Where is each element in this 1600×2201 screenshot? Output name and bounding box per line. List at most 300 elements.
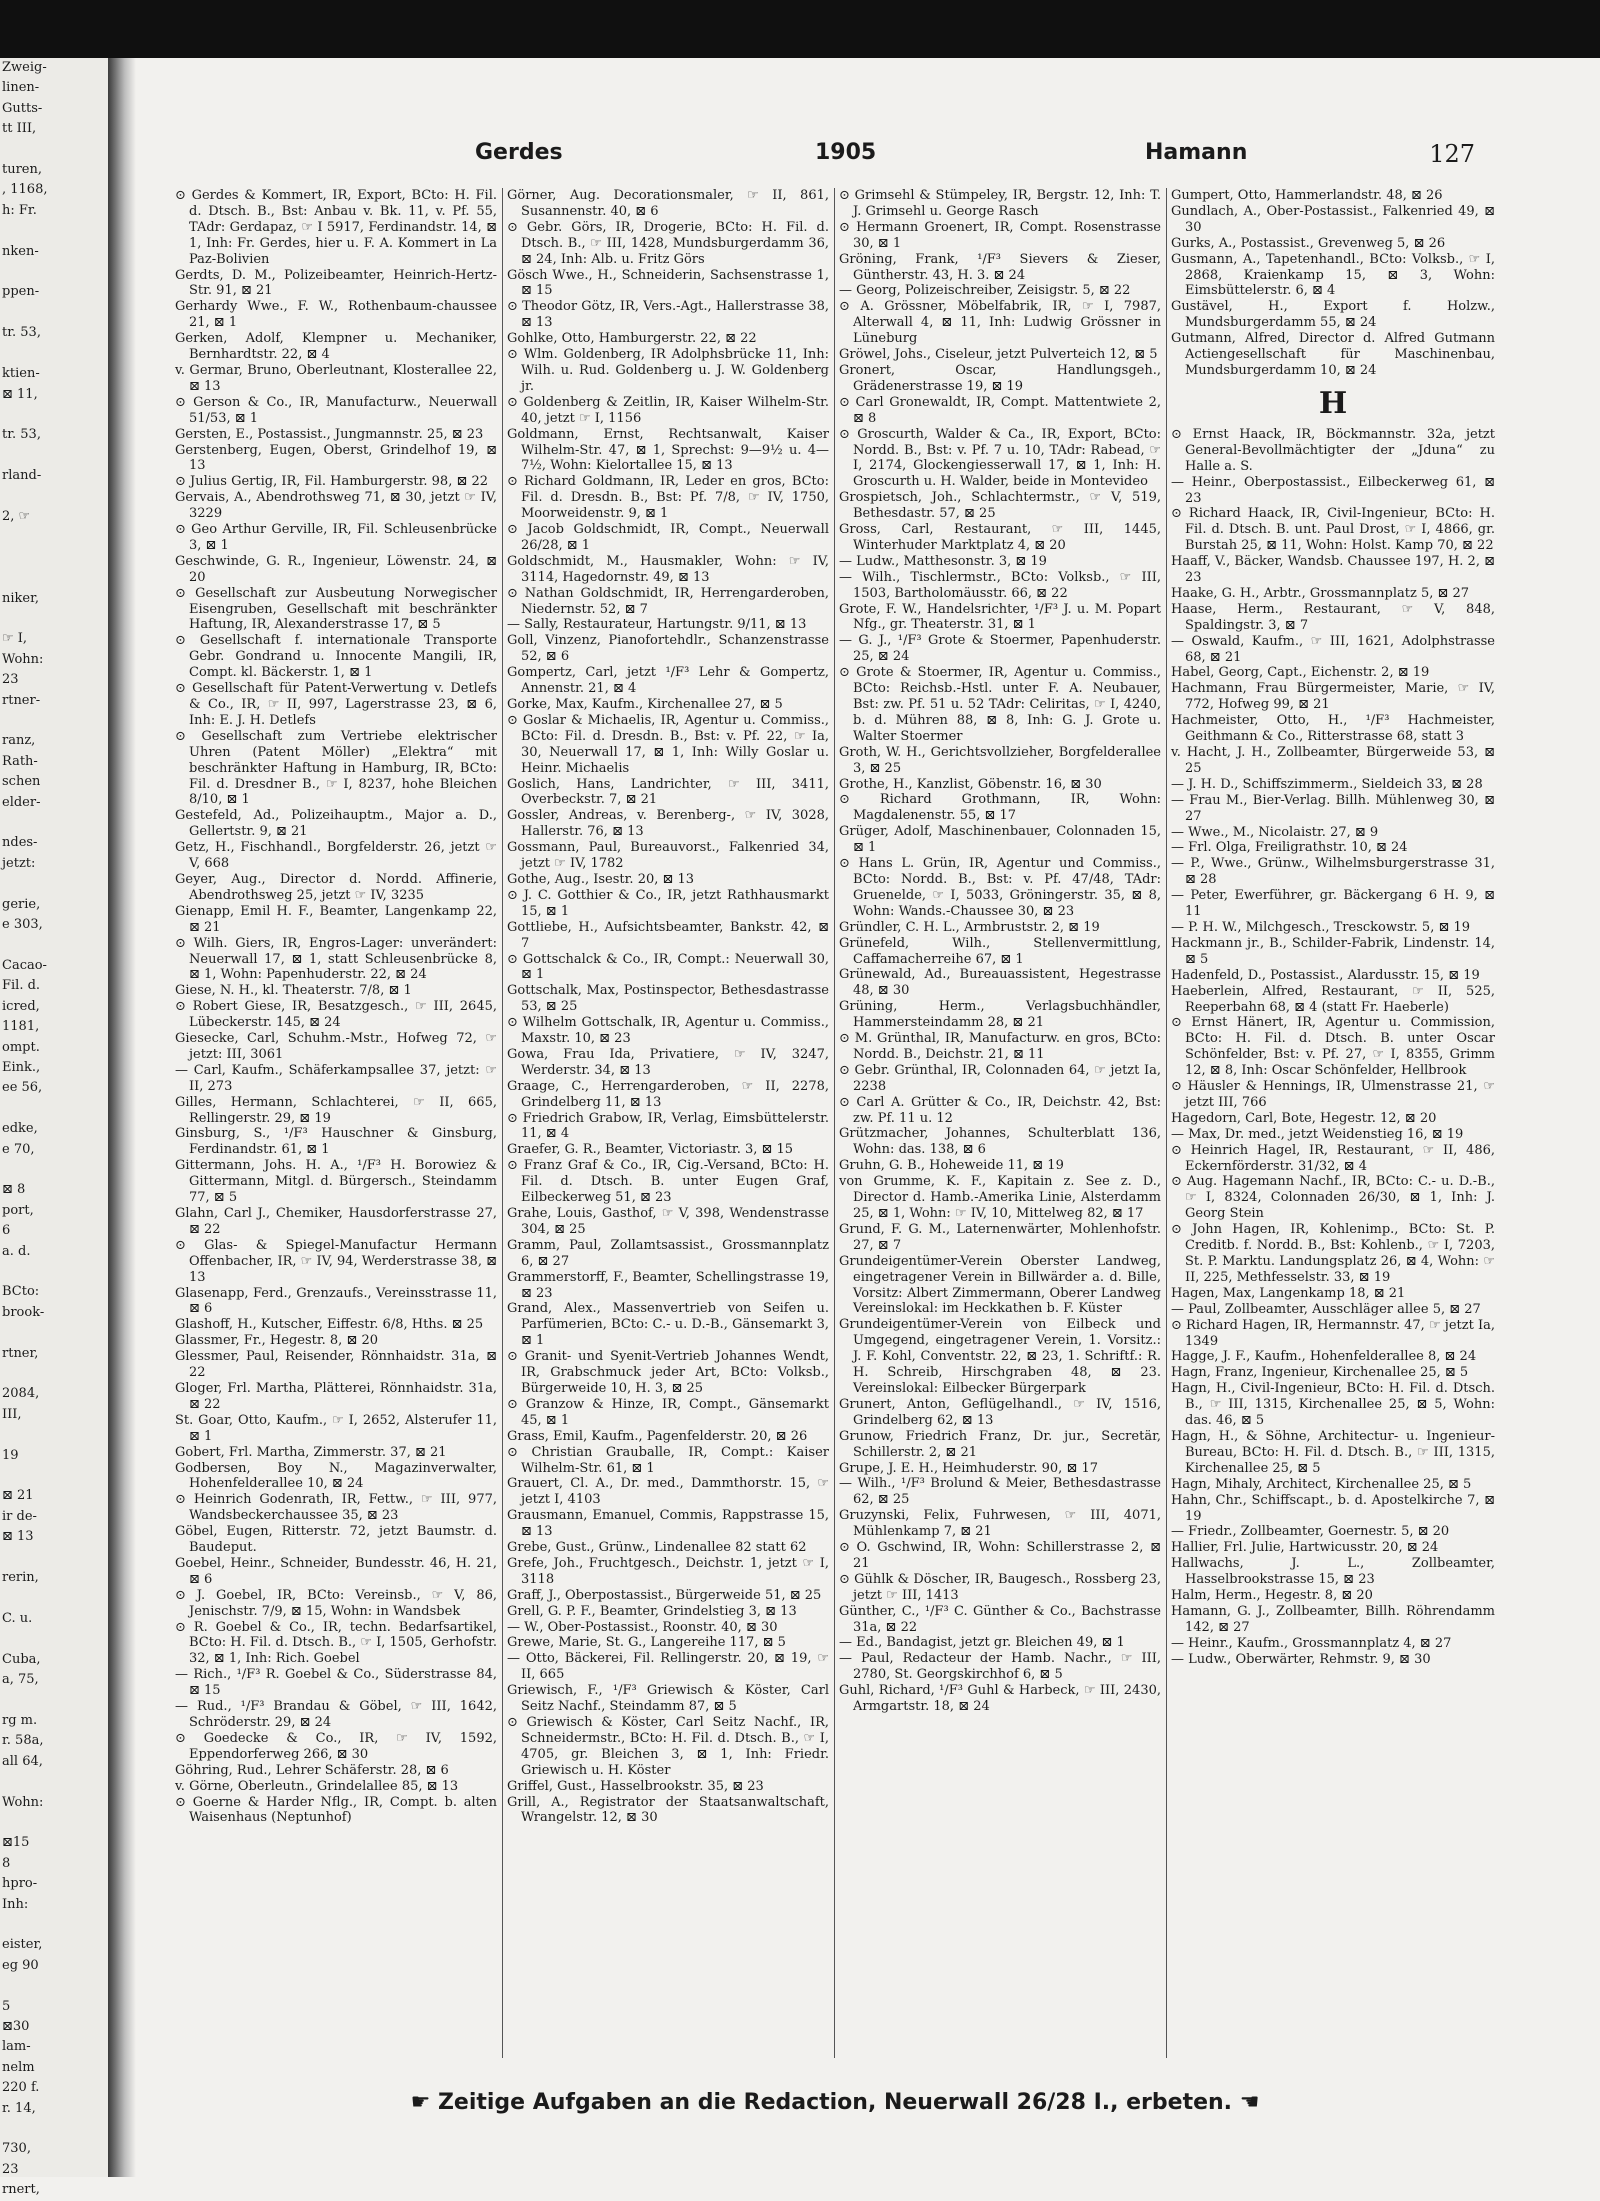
directory-entry: Grünefeld, Wilh., Stellenvermittlung, Caffamacherreihe 67, ⊠ 1	[839, 935, 1161, 967]
margin-fragment: Rath-	[2, 753, 38, 769]
directory-entry: St. Goar, Otto, Kaufm., ☞ I, 2652, Alsterufer 11, ⊠ 1	[175, 1412, 497, 1444]
directory-entry: Hackmann jr., B., Schilder-Fabrik, Lindenstr. 14, ⊠ 5	[1171, 935, 1495, 967]
directory-entry: Hamann, G. J., Zollbeamter, Billh. Röhrendamm 142, ⊠ 27	[1171, 1603, 1495, 1635]
margin-fragment: Fil. d.	[2, 978, 41, 994]
margin-fragment: ⊠ 8	[2, 1182, 26, 1198]
column-divider	[834, 188, 835, 2058]
margin-fragment: gerie,	[2, 896, 41, 912]
directory-entry: v. Germar, Bruno, Oberleutnant, Klosterallee 22, ⊠ 13	[175, 362, 497, 394]
directory-entry: — Oswald, Kaufm., ☞ III, 1621, Adolphstrasse 68, ⊠ 21	[1171, 633, 1495, 665]
margin-fragment: Gutts-	[2, 100, 43, 116]
directory-entry: Gittermann, Johs. H. A., ¹/F³ H. Borowiez & Gittermann, Mitgl. d. Bürgersch., Steindamm 77, ⊠ 5	[175, 1158, 497, 1206]
directory-entry: Graefer, G. R., Beamter, Victoriastr. 3, ⊠ 15	[507, 1142, 794, 1158]
margin-fragment: 1181,	[2, 1019, 40, 1035]
margin-fragment: rg m.	[2, 1712, 38, 1728]
margin-fragment: niker,	[2, 590, 40, 606]
directory-entry: — Paul, Redacteur der Hamb. Nachr., ☞ III, 2780, St. Georgskirchhof 6, ⊠ 5	[839, 1651, 1161, 1683]
directory-entry: Gobert, Frl. Martha, Zimmerstr. 37, ⊠ 21	[175, 1444, 447, 1460]
margin-fragment	[0, 1548, 110, 1568]
directory-entry: Getz, H., Fischhandl., Borgfelderstr. 26, jetzt ☞ V, 668	[175, 840, 497, 872]
margin-fragment	[0, 446, 110, 466]
margin-fragment	[0, 527, 110, 547]
directory-entry: Gottliebe, H., Aufsichtsbeamter, Bankstr. 42, ⊠ 7	[507, 919, 829, 951]
directory-entry: Hadenfeld, D., Postassist., Alardusstr. 15, ⊠ 19	[1171, 967, 1480, 983]
directory-entry: Grote, F. W., Handelsrichter, ¹/F³ J. u. M. Popart Nfg., gr. Theaterstr. 31, ⊠ 1	[839, 601, 1161, 633]
margin-fragment: 5	[2, 1998, 11, 2014]
margin-fragment: ompt.	[2, 1039, 40, 1055]
directory-entry: ⊙ Granzow & Hinze, IR, Compt., Gänsemarkt 45, ⊠ 1	[507, 1396, 829, 1428]
directory-entry: — Rud., ¹/F³ Brandau & Göbel, ☞ III, 1642, Schröderstr. 29, ⊠ 24	[175, 1699, 497, 1730]
directory-entry: ⊙ Gesellschaft f. internationale Transporte Gebr. Gondrand u. Innocente Mangili, IR, Compt. kl. Bäckerstr. 1, ⊠ 1	[175, 633, 497, 681]
directory-entry: Hagge, J. F., Kaufm., Hohenfelderallee 8, ⊠ 24	[1171, 1349, 1477, 1365]
margin-fragment	[0, 1588, 110, 1608]
margin-fragment: III,	[2, 1406, 22, 1422]
margin-fragment	[0, 711, 110, 731]
directory-entry: ⊙ Wilhelm Gottschalk, IR, Agentur u. Commiss., Maxstr. 10, ⊠ 23	[507, 1015, 829, 1047]
directory-entry: Grützmacher, Johannes, Schulterblatt 136, Wohn: das. 138, ⊠ 6	[839, 1126, 1161, 1158]
margin-fragment: Eink.,	[2, 1059, 41, 1075]
directory-entry: — Max, Dr. med., jetzt Weidenstieg 16, ⊠ 19	[1171, 1126, 1464, 1142]
margin-fragment	[0, 1364, 110, 1384]
directory-entry: ⊙ Gerdes & Kommert, IR, Export, BCto: H. Fil. d. Dtsch. B., Bst: Anbau v. Bk. 11, v. Pf. 55, TAdr: Gerdapaz, ☞ I 5917, Ferdinandstr. 14, ⊠ 1, Inh: Fr. Gerdes, hier u. F. A. Kommert in La Paz-Bolivien	[175, 188, 497, 267]
directory-entry: — Paul, Zollbeamter, Ausschläger allee 5, ⊠ 27	[1171, 1301, 1481, 1317]
margin-fragment: 6	[2, 1223, 11, 1239]
directory-entry: Hagn, H., & Söhne, Architectur- u. Ingenieur-Bureau, BCto: H. Fil. d. Dtsch. B., ☞ III, 1315, Kirchenallee 25, ⊠ 5	[1171, 1428, 1495, 1476]
directory-entry: Grupe, J. E. H., Heimhuderstr. 90, ⊠ 17	[839, 1460, 1099, 1476]
margin-fragment: e 303,	[2, 917, 43, 933]
margin-fragment: turen,	[2, 162, 43, 178]
directory-entry: Guhl, Richard, ¹/F³ Guhl & Harbeck, ☞ III, 2430, Armgartstr. 18, ⊠ 24	[839, 1683, 1161, 1715]
directory-entry: ⊙ Gerson & Co., IR, Manufacturw., Neuerwall 51/53, ⊠ 1	[175, 394, 497, 426]
margin-fragment: linen-	[2, 80, 40, 96]
directory-entry: Gottschalk, Max, Postinspector, Bethesdastrasse 53, ⊠ 25	[507, 983, 829, 1015]
directory-entry: ⊙ Häusler & Hennings, IR, Ulmenstrasse 21, ☞ jetzt III, 766	[1171, 1079, 1495, 1110]
directory-entry: ⊙ Wlm. Goldenberg, IR Adolphsbrücke 11, Inh: Wilh. u. Rud. Goldenberg u. J. W. Goldenberg jr.	[507, 347, 829, 394]
directory-entry: Hagn, Franz, Ingenieur, Kirchenallee 25, ⊠ 5	[1171, 1365, 1469, 1381]
directory-entry: Griffel, Gust., Hasselbrookstr. 35, ⊠ 23	[507, 1778, 764, 1794]
directory-entry: v. Hacht, J. H., Zollbeamter, Bürgerweide 53, ⊠ 25	[1171, 745, 1495, 776]
directory-entry: ⊙ Julius Gertig, IR, Fil. Hamburgerstr. 98, ⊠ 22	[175, 474, 489, 490]
margin-fragment: ranz,	[2, 733, 36, 749]
margin-fragment: tr. 53,	[2, 325, 41, 341]
directory-entry: ⊙ Gesellschaft zum Vertriebe elektrischer Uhren (Patent Möller) „Elektra“ mit beschränkter Haftung in Hamburg, IR, BCto: Fil. d. Dresdner B., ☞ I, 8237, hohe Bleichen 8/10, ⊠ 1	[175, 728, 497, 808]
directory-entry: Groth, W. H., Gerichtsvollzieher, Borgfelderallee 3, ⊠ 25	[839, 744, 1161, 776]
directory-entry: ⊙ Goedecke & Co., IR, ☞ IV, 1592, Eppendorferweg 266, ⊠ 30	[175, 1730, 497, 1762]
directory-entry: Grunert, Anton, Geflügelhandl., ☞ IV, 1516, Grindelberg 62, ⊠ 13	[839, 1396, 1161, 1428]
directory-entry: ⊙ Goslar & Michaelis, IR, Agentur u. Commiss., BCto: Fil. d. Dresdn. B., Bst: v. Pf. 22, ☞ Ia, 30, Neuerwall 17, ⊠ 1, Inh: Willy Goslar u. Heinr. Michaelis	[507, 712, 829, 776]
directory-entry: ⊙ J. C. Gotthier & Co., IR, jetzt Rathhausmarkt 15, ⊠ 1	[507, 887, 829, 919]
directory-entry: ⊙ Gühlk & Döscher, IR, Baugesch., Rossberg 23, jetzt ☞ III, 1413	[839, 1571, 1161, 1603]
margin-fragment	[0, 568, 110, 588]
directory-entry: ⊙ Jacob Goldschmidt, IR, Compt., Neuerwall 26/28, ⊠ 1	[507, 522, 829, 553]
directory-page	[175, 140, 1495, 2130]
margin-fragment	[0, 1466, 110, 1486]
directory-entry: Gumpert, Otto, Hammerlandstr. 48, ⊠ 26	[1171, 188, 1443, 203]
directory-entry: — Peter, Ewerführer, gr. Bäckergang 6 H. 9, ⊠ 11	[1171, 888, 1495, 920]
directory-entry: — G. J., ¹/F³ Grote & Stoermer, Papenhuderstr. 25, ⊠ 24	[839, 633, 1161, 665]
directory-entry: ⊙ Gebr. Grünthal, IR, Colonnaden 64, ☞ jetzt Ia, 2238	[839, 1062, 1161, 1094]
directory-entry: Goll, Vinzenz, Pianofortehdlr., Schanzenstrasse 52, ⊠ 6	[507, 633, 829, 665]
margin-fragment	[0, 487, 110, 507]
margin-fragment	[0, 609, 110, 629]
margin-fragment: Wohn:	[2, 651, 44, 667]
page-header	[175, 140, 1495, 180]
directory-entry: Gundlach, A., Ober-Postassist., Falkenried 49, ⊠ 30	[1171, 203, 1495, 235]
directory-entry: Hachmeister, Otto, H., ¹/F³ Hachmeister, Geithmann & Co., Ritterstrasse 68, statt 3	[1171, 713, 1495, 745]
footer-notice: ☛ Zeitige Aufgaben an die Redaction, Neuerwall 26/28 I., erbeten. ☚	[410, 2090, 1260, 2115]
margin-fragment: nken-	[2, 243, 39, 259]
directory-entry: ⊙ Gesellschaft zur Ausbeutung Norwegischer Eisengruben, Gesellschaft mit beschränkter Haftung, IR, Alexanderstrasse 17, ⊠ 5	[175, 585, 497, 633]
margin-fragment: 23	[2, 672, 19, 688]
margin-fragment	[0, 140, 110, 160]
directory-entry: Hagn, Mihaly, Architect, Kirchenallee 25, ⊠ 5	[1171, 1476, 1472, 1492]
margin-fragment	[0, 813, 110, 833]
margin-fragment: eister,	[2, 1937, 43, 1953]
directory-entry: Grahe, Louis, Gasthof, ☞ V, 398, Wendenstrasse 304, ⊠ 25	[507, 1206, 829, 1237]
directory-entry: Glashoff, H., Kutscher, Eiffestr. 6/8, Hths. ⊠ 25	[175, 1317, 484, 1333]
column-1	[175, 188, 497, 2058]
directory-entry: Hahn, Chr., Schiffscapt., b. d. Apostelkirche 7, ⊠ 19	[1171, 1492, 1495, 1524]
directory-entry: Gröwel, Johs., Ciseleur, jetzt Pulverteich 12, ⊠ 5	[839, 347, 1158, 363]
directory-entry: Grill, A., Registrator der Staatsanwaltschaft, Wrangelstr. 12, ⊠ 30	[507, 1794, 829, 1826]
margin-fragment	[0, 874, 110, 894]
header-left-keyword: Gerdes	[475, 140, 563, 165]
directory-entry: Grefe, Joh., Fruchtgesch., Deichstr. 1, jetzt ☞ I, 3118	[507, 1555, 829, 1587]
directory-entry: Göhring, Rud., Lehrer Schäferstr. 28, ⊠ 6	[175, 1762, 449, 1778]
directory-entry: ⊙ Nathan Goldschmidt, IR, Herrengarderoben, Niedernstr. 52, ⊠ 7	[507, 585, 829, 617]
directory-entry: — P. H. W., Milchgesch., Tresckowstr. 5, ⊠ 19	[1171, 919, 1471, 935]
directory-entry: Gösch Wwe., H., Schneiderin, Sachsenstrasse 1, ⊠ 15	[507, 267, 829, 299]
margin-fragment: edke,	[2, 1121, 38, 1137]
directory-entry: — Wilh., ¹/F³ Brolund & Meier, Bethesdastrasse 62, ⊠ 25	[839, 1476, 1161, 1508]
directory-entry: Goslich, Hans, Landrichter, ☞ III, 3411, Overbeckstr. 7, ⊠ 21	[507, 776, 829, 808]
directory-entry: Gruhn, G. B., Hoheweide 11, ⊠ 19	[839, 1158, 1064, 1174]
margin-fragment	[0, 262, 110, 282]
section-letter: H	[1318, 385, 1348, 421]
margin-fragment: Cuba,	[2, 1651, 41, 1667]
margin-fragment: 730,	[2, 2141, 31, 2157]
directory-entry: Gustävel, H., Export f. Holzw., Mundsburgerdamm 55, ⊠ 24	[1171, 299, 1495, 331]
margin-fragment: ir de-	[2, 1508, 37, 1524]
margin-fragment	[0, 405, 110, 425]
margin-fragment	[0, 303, 110, 323]
margin-fragment	[0, 2119, 110, 2139]
directory-entry: ⊙ Christian Grauballe, IR, Compt.: Kaiser Wilhelm-Str. 61, ⊠ 1	[507, 1444, 829, 1476]
directory-entry: Grundeigentümer-Verein Oberster Landweg, eingetragener Verein in Billwärder a. d. Bille, Vorsitz: Albert Zimmermann, Oberer Landweg Vereinslokal: im Heckkathen b. F. Küster	[839, 1253, 1161, 1317]
directory-entry: Gossler, Andreas, v. Berenberg-, ☞ IV, 3028, Hallerstr. 76, ⊠ 13	[507, 808, 829, 840]
directory-entry: Gronert, Oscar, Handlungsgeh., Grädenerstrasse 19, ⊠ 19	[839, 362, 1161, 394]
margin-fragment: e 70,	[2, 1141, 35, 1157]
directory-entry: — Friedr., Zollbeamter, Goernestr. 5, ⊠ 20	[1171, 1524, 1450, 1540]
margin-fragment	[0, 1262, 110, 1282]
directory-entry: Gründler, C. H. L., Armbruststr. 2, ⊠ 19	[839, 919, 1100, 935]
directory-entry: — Otto, Bäckerei, Fil. Rellingerstr. 20, ⊠ 19, ☞ II, 665	[507, 1651, 829, 1683]
directory-entry: Gutmann, Alfred, Director d. Alfred Gutmann Actiengesellschaft für Maschinenbau, Mundsburgerdamm 10, ⊠ 24	[1171, 331, 1495, 378]
margin-fragment: ee 56,	[2, 1080, 43, 1096]
directory-entry: Günther, C., ¹/F³ C. Günther & Co., Bachstrasse 31a, ⊠ 22	[839, 1603, 1161, 1635]
directory-entry: ⊙ Gottschalck & Co., IR, Compt.: Neuerwall 30, ⊠ 1	[507, 951, 829, 983]
margin-fragment: Wohn:	[2, 1794, 44, 1810]
margin-fragment: tt III,	[2, 121, 37, 137]
margin-fragment: rtner,	[2, 1345, 39, 1361]
directory-entry: Habel, Georg, Capt., Eichenstr. 2, ⊠ 19	[1171, 665, 1430, 681]
margin-fragment: a, 75,	[2, 1672, 39, 1688]
margin-fragment: Zweig-	[2, 60, 47, 75]
directory-entry: Hagn, H., Civil-Ingenieur, BCto: H. Fil. d. Dtsch. B., ☞ III, 1315, Kirchenallee 25, ⊠ 5, Wohn: das. 46, ⊠ 5	[1171, 1381, 1495, 1429]
margin-fragment	[0, 221, 110, 241]
directory-entry: Gloger, Frl. Martha, Plätterei, Rönnhaidstr. 31a, ⊠ 22	[175, 1380, 497, 1412]
directory-entry: Haake, G. H., Arbtr., Grossmannplatz 5, ⊠ 27	[1171, 585, 1470, 601]
directory-entry: Gramm, Paul, Zollamtsassist., Grossmannplatz 6, ⊠ 27	[507, 1237, 829, 1269]
directory-entry: ⊙ Richard Goldmann, IR, Leder en gros, BCto: Fil. d. Dresdn. B., Bst: Pf. 7/8, ☞ IV, 1750, Moorweidenstr. 9, ⊠ 1	[507, 474, 829, 522]
margin-fragment: schen	[2, 774, 41, 790]
directory-entry: — Heinr., Kaufm., Grossmannplatz 4, ⊠ 27	[1171, 1635, 1452, 1651]
directory-entry: ⊙ Wilh. Giers, IR, Engros-Lager: unverändert: Neuerwall 17, ⊠ 1, statt Schleusenbrücke 8, ⊠ 1, Wohn: Papenhuderstr. 22, ⊠ 24	[175, 935, 497, 983]
margin-fragment: BCto:	[2, 1284, 40, 1300]
directory-entry: Goebel, Heinr., Schneider, Bundesstr. 46, H. 21, ⊠ 6	[175, 1555, 497, 1587]
directory-entry: ⊙ Hermann Groenert, IR, Compt. Rosenstrasse 30, ⊠ 1	[839, 219, 1161, 251]
book-spine-shadow	[108, 58, 136, 2177]
directory-entry: Gowa, Frau Ida, Privatiere, ☞ IV, 3247, Werderstr. 34, ⊠ 13	[507, 1046, 829, 1078]
directory-entry: Haase, Herm., Restaurant, ☞ V, 848, Spaldingstr. 3, ⊠ 7	[1171, 601, 1495, 633]
directory-entry: — Heinr., Oberpostassist., Eilbeckerweg 61, ⊠ 23	[1171, 474, 1495, 506]
directory-entry: Goldmann, Ernst, Rechtsanwalt, Kaiser Wilhelm-Str. 47, ⊠ 1, Sprechst: 9—9½ u. 4—7½, Wohn: Kielortallee 15, ⊠ 13	[507, 426, 829, 474]
directory-entry: Hachmann, Frau Bürgermeister, Marie, ☞ IV, 772, Hofweg 99, ⊠ 21	[1171, 681, 1495, 713]
directory-entry: — Frau M., Bier-Verlag. Billh. Mühlenweg 30, ⊠ 27	[1171, 792, 1495, 824]
margin-fragment	[0, 1099, 110, 1119]
margin-fragment	[0, 1976, 110, 1996]
directory-entry: Geyer, Aug., Director d. Nordd. Affinerie, Abendrothsweg 25, jetzt ☞ IV, 3235	[175, 871, 497, 903]
margin-fragment: 2, ☞	[2, 508, 31, 524]
margin-fragment: r. 14,	[2, 2100, 36, 2116]
directory-entry: — Frl. Olga, Freiligrathstr. 10, ⊠ 24	[1171, 840, 1408, 856]
margin-fragment: ⊠ 11,	[2, 386, 38, 402]
margin-fragment: port,	[2, 1202, 34, 1218]
directory-entry: Griewisch, F., ¹/F³ Griewisch & Köster, Carl Seitz Nachf., Steindamm 87, ⊠ 5	[507, 1683, 829, 1715]
page-number: 127	[1429, 140, 1475, 168]
margin-fragment	[0, 1425, 110, 1445]
directory-entry: ⊙ Griewisch & Köster, Carl Seitz Nachf., IR, Schneidermstr., BCto: H. Fil. d. Dtsch. B., ☞ I, 4705, gr. Bleichen 3, ⊠ 1, Inh: Friedr. Griewisch u. H. Köster	[507, 1715, 829, 1778]
directory-entry: — Wilh., Tischlermstr., BCto: Volksb., ☞ III, 1503, Bartholomäusstr. 66, ⊠ 22	[839, 569, 1161, 601]
directory-entry: Glassmer, Fr., Hegestr. 8, ⊠ 20	[175, 1333, 379, 1349]
margin-fragment: hpro-	[2, 1876, 38, 1892]
directory-entry: Gersten, E., Postassist., Jungmannstr. 25, ⊠ 23	[175, 426, 484, 442]
directory-entry: Göbel, Eugen, Ritterstr. 72, jetzt Baumstr. d. Baudeput.	[175, 1524, 497, 1556]
directory-entry: Hagen, Max, Langenkamp 18, ⊠ 21	[1171, 1285, 1406, 1301]
directory-entry: Gerken, Adolf, Klempner u. Mechaniker, Bernhardtstr. 22, ⊠ 4	[175, 331, 497, 363]
directory-entry: ⊙ Hans L. Grün, IR, Agentur und Commiss., BCto: Nordd. B., Bst: v. Pf. 47/48, TAdr: Gruenelde, ☞ I, 5033, Gröningerstr. 35, ⊠ 8, Wohn: Wands.-Chaussee 30, ⊠ 23	[839, 856, 1161, 919]
directory-entry: ⊙ M. Grünthal, IR, Manufacturw. en gros, BCto: Nordd. B., Deichstr. 21, ⊠ 11	[839, 1031, 1161, 1062]
directory-entry: ⊙ O. Gschwind, IR, Wohn: Schillerstrasse 2, ⊠ 21	[839, 1540, 1161, 1571]
directory-entry: Grewe, Marie, St. G., Langereihe 117, ⊠ 5	[507, 1635, 786, 1651]
margin-fragment: lam-	[2, 2039, 31, 2055]
directory-entry: Gerdts, D. M., Polizeibeamter, Heinrich-Hertz-Str. 91, ⊠ 21	[175, 267, 497, 299]
directory-entry: Haaff, V., Bäcker, Wandsb. Chaussee 197, H. 2, ⊠ 23	[1171, 554, 1495, 586]
directory-entry: Hallwachs, J. L., Zollbeamter, Hasselbrookstrasse 15, ⊠ 23	[1171, 1556, 1495, 1588]
scan-dark-edge	[0, 0, 1600, 58]
directory-entry: ⊙ Carl Gronewaldt, IR, Compt. Mattentwiete 2, ⊠ 8	[839, 394, 1161, 426]
directory-entry: ⊙ Carl A. Grütter & Co., IR, Deichstr. 42, Bst: zw. Pf. 11 u. 12	[839, 1094, 1161, 1126]
directory-entry: Graff, J., Oberpostassist., Bürgerweide 51, ⊠ 25	[507, 1587, 822, 1603]
directory-entry: ⊙ Ernst Hänert, IR, Agentur u. Commission, BCto: H. Fil. d. Dtsch. B. unter Oscar Schönfelder, Bst: v. Pf. 27, ☞ I, 8355, Grimm 12, ⊠ 8, Inh: Oscar Schönfelder, Hellbrook	[1171, 1015, 1495, 1079]
directory-entry: — Carl, Kaufm., Schäferkampsallee 37, jetzt: ☞ II, 273	[175, 1062, 497, 1094]
directory-entry: Glahn, Carl J., Chemiker, Hausdorferstrasse 27, ⊠ 22	[175, 1206, 497, 1237]
directory-entry: von Grumme, K. F., Kapitain z. See z. D., Director d. Hamb.-Amerika Linie, Alsterdamm 25, ⊠ 1, Wohn: ☞ IV, 10, Mittelweg 82, ⊠ 17	[839, 1174, 1161, 1221]
directory-entry: Gerstenberg, Eugen, Oberst, Grindelhof 19, ⊠ 13	[175, 442, 497, 474]
margin-fragment: r. 58a,	[2, 1733, 44, 1749]
margin-fragment: ⊠15	[2, 1835, 30, 1851]
margin-fragment	[0, 935, 110, 955]
directory-entry: Görner, Aug. Decorationsmaler, ☞ II, 861, Susannenstr. 40, ⊠ 6	[507, 188, 829, 219]
directory-entry: ⊙ J. Goebel, IR, BCto: Vereinsb., ☞ V, 86, Jenischstr. 7/9, ⊠ 15, Wohn: in Wandsbek	[175, 1587, 497, 1619]
directory-entry: — Ed., Bandagist, jetzt gr. Bleichen 49, ⊠ 1	[839, 1635, 1125, 1651]
directory-entry: Grass, Emil, Kaufm., Pagenfelderstr. 20, ⊠ 26	[507, 1428, 808, 1444]
directory-entry: — Ludw., Oberwärter, Rehmstr. 9, ⊠ 30	[1171, 1651, 1431, 1667]
directory-entry: Goldschmidt, M., Hausmakler, Wohn: ☞ IV, 3114, Hagedornstr. 49, ⊠ 13	[507, 553, 829, 585]
margin-fragment: rerin,	[2, 1570, 39, 1586]
margin-fragment: 220 f.	[2, 2080, 40, 2096]
directory-entry: Grundeigentümer-Verein von Eilbeck und Umgegend, eingetragener Verein, 1. Vorsitz.: J. F. Kohl, Conventstr. 22, ⊠ 23, 1. Schriftf.: R. H. Schreib, Hirschgraben 48, ⊠ 23. Vereinslokal: Eilbecker Bürgerpark	[839, 1317, 1161, 1396]
margin-fragment: C. u.	[2, 1610, 33, 1626]
margin-fragment: ☞ I,	[2, 631, 28, 647]
margin-fragment: Cacao-	[2, 957, 47, 973]
margin-fragment: nelm	[2, 2059, 35, 2075]
directory-entry: ⊙ Theodor Götz, IR, Vers.-Agt., Hallerstrasse 38, ⊠ 13	[507, 299, 829, 331]
margin-fragment: brook-	[2, 1304, 45, 1320]
directory-entry: Ginsburg, S., ¹/F³ Hauschner & Ginsburg, Ferdinandstr. 61, ⊠ 1	[175, 1126, 497, 1158]
directory-entry: ⊙ Granit- und Syenit-Vertrieb Johannes Wendt, IR, Grabschmuck jeder Art, BCto: Volksb., Bürgerweide 10, H. 3, ⊠ 25	[507, 1349, 829, 1396]
directory-columns	[175, 188, 1495, 2058]
column-divider	[1166, 188, 1167, 2058]
directory-entry: Gorke, Max, Kaufm., Kirchenallee 27, ⊠ 5	[507, 697, 783, 712]
directory-entry: v. Görne, Oberleutn., Grindelallee 85, ⊠ 13	[175, 1778, 459, 1794]
column-divider	[502, 188, 503, 2058]
directory-entry: Graage, C., Herrengarderoben, ☞ II, 2278, Grindelberg 11, ⊠ 13	[507, 1078, 829, 1110]
directory-entry: Gestefeld, Ad., Polizeihauptm., Major a. D., Gellertstr. 9, ⊠ 21	[175, 808, 497, 840]
directory-entry: ⊙ Gesellschaft für Patent-Verwertung v. Detlefs & Co., IR, ☞ II, 997, Lagerstrasse 23, ⊠ 6, Inh: E. J. H. Detlefs	[175, 681, 497, 728]
margin-fragment: a. d.	[2, 1243, 31, 1259]
directory-entry: ⊙ Goldenberg & Zeitlin, IR, Kaiser Wilhelm-Str. 40, jetzt ☞ I, 1156	[507, 394, 829, 426]
margin-fragment: 2084,	[2, 1386, 40, 1402]
directory-entry: Godbersen, Boy N., Magazinverwalter, Hohenfelderallee 10, ⊠ 24	[175, 1460, 497, 1492]
directory-entry: Grospietsch, Joh., Schlachtermstr., ☞ V, 519, Bethesdastr. 57, ⊠ 25	[839, 490, 1161, 522]
margin-fragment: Inh:	[2, 1896, 29, 1912]
directory-entry: Gurks, A., Postassist., Grevenweg 5, ⊠ 26	[1171, 235, 1446, 251]
margin-fragment	[0, 1160, 110, 1180]
margin-fragment: icred,	[2, 998, 40, 1014]
margin-fragment: jetzt:	[2, 855, 36, 871]
directory-entry: Gross, Carl, Restaurant, ☞ III, 1445, Winterhuder Marktplatz 4, ⊠ 20	[839, 522, 1161, 553]
directory-entry: ⊙ Heinrich Godenrath, IR, Fettw., ☞ III, 977, Wandsbeckerchaussee 35, ⊠ 23	[175, 1492, 497, 1524]
directory-entry: ⊙ Grote & Stoermer, IR, Agentur u. Commiss., BCto: Reichsb.-Hstl. unter F. A. Neubauer, Bst: zw. Pf. 51 u. 52 TAdr: Celiritas, ☞ I, 4240, b. d. Mühren 88, ⊠ 8, Inh: G. J. Grote u. Walter Stoermer	[839, 665, 1161, 744]
directory-entry: Gilles, Hermann, Schlachterei, ☞ II, 665, Rellingerstr. 29, ⊠ 19	[175, 1094, 497, 1126]
margin-fragment: ktien-	[2, 366, 40, 382]
directory-entry: ⊙ A. Grössner, Möbelfabrik, IR, ☞ I, 7987, Alterwall 4, ⊠ 11, Inh: Ludwig Grössner in Lüneburg	[839, 299, 1161, 347]
directory-entry: Geschwinde, G. R., Ingenieur, Löwenstr. 24, ⊠ 20	[175, 553, 497, 585]
margin-fragment: 23	[2, 2161, 19, 2177]
margin-fragment: elder-	[2, 794, 41, 810]
margin-fragment: 8	[2, 1855, 11, 1871]
margin-fragment: all 64,	[2, 1753, 43, 1769]
directory-entry: Gerhardy Wwe., F. W., Rothenbaum-chaussee 21, ⊠ 1	[175, 299, 497, 331]
directory-entry: ⊙ R. Goebel & Co., IR, techn. Bedarfsartikel, BCto: H. Fil. d. Dtsch. B., ☞ I, 1505, Gerhofstr. 32, ⊠ 1, Inh: Rich. Goebel	[175, 1619, 497, 1667]
directory-entry: Gienapp, Emil H. F., Beamter, Langenkamp 22, ⊠ 21	[175, 903, 497, 935]
header-right-keyword: Hamann	[1145, 140, 1248, 165]
margin-fragment: , 1168,	[2, 182, 48, 198]
directory-entry: ⊙ John Hagen, IR, Kohlenimp., BCto: St. P. Creditb. f. Nordd. B., Bst: Kohlenb., ☞ I, 7203, St. P. Marktu. Landungsplatz 26, ⊠ 4, Wohn: ☞ II, 225, Methfesselstr. 33, ⊠ 19	[1171, 1222, 1495, 1285]
directory-entry: Grand, Alex., Massenvertrieb von Seifen u. Parfümerien, BCto: C.- u. D.-B., Gänsemarkt 3, ⊠ 1	[507, 1301, 829, 1349]
directory-entry: Grüning, Herm., Verlagsbuchhändler, Hammersteindamm 28, ⊠ 21	[839, 999, 1161, 1031]
margin-fragment	[0, 344, 110, 364]
directory-entry: Glessmer, Paul, Reisender, Rönnhaidstr. 31a, ⊠ 22	[175, 1349, 497, 1381]
directory-entry: Hallier, Frl. Julie, Hartwicusstr. 20, ⊠ 24	[1171, 1540, 1439, 1556]
previous-page-fragment	[0, 58, 110, 2198]
directory-entry: Glasenapp, Ferd., Grenzaufs., Vereinsstrasse 11, ⊠ 6	[175, 1285, 497, 1317]
directory-entry: Grausmann, Emanuel, Commis, Rappstrasse 15, ⊠ 13	[507, 1508, 829, 1540]
directory-entry: Hagedorn, Carl, Bote, Hegestr. 12, ⊠ 20	[1171, 1110, 1437, 1126]
directory-entry: ⊙ Richard Hagen, IR, Hermannstr. 47, ☞ jetzt Ia, 1349	[1171, 1317, 1495, 1349]
directory-entry: Gröning, Frank, ¹/F³ Sievers & Zieser, Güntherstr. 43, H. 3. ⊠ 24	[839, 251, 1161, 283]
directory-entry: — Ludw., Matthesonstr. 3, ⊠ 19	[839, 553, 1047, 569]
directory-entry: Gothe, Aug., Isestr. 20, ⊠ 13	[507, 871, 695, 887]
directory-entry: Gossmann, Paul, Bureauvorst., Falkenried 34, jetzt ☞ IV, 1782	[507, 840, 829, 872]
directory-entry: ⊙ Aug. Hagemann Nachf., IR, BCto: C.- u. D.-B., ☞ I, 8324, Colonnaden 26/30, ⊠ 1, Inh: J. Georg Stein	[1171, 1174, 1495, 1222]
directory-entry: ⊙ Glas- & Spiegel-Manufactur Hermann Offenbacher, IR, ☞ IV, 94, Werderstrasse 38, ⊠ 13	[175, 1237, 497, 1285]
directory-entry: Grunow, Friedrich Franz, Dr. jur., Secretär, Schillerstr. 2, ⊠ 21	[839, 1428, 1161, 1460]
directory-entry: ⊙ Friedrich Grabow, IR, Verlag, Eimsbüttelerstr. 11, ⊠ 4	[507, 1110, 829, 1142]
directory-entry: ⊙ Ernst Haack, IR, Böckmannstr. 32a, jetzt General-Bevollmächtigter der „Jduna“ zu Halle a. S.	[1171, 426, 1495, 474]
directory-entry: ⊙ Groscurth, Walder & Ca., IR, Export, BCto: Nordd. B., Bst: v. Pf. 7 u. 10, TAdr: Rabead, ☞ I, 2174, Glockengiesserwall 17, ⊠ 1, Inh: H. Groscurth u. H. Walder, beide in Montevideo	[839, 426, 1161, 490]
margin-fragment: ⊠ 21	[2, 1488, 34, 1504]
directory-entry: ⊙ Gebr. Görs, IR, Drogerie, BCto: H. Fil. d. Dtsch. B., ☞ III, 1428, Mundsburgerdamm 36, ⊠ 24, Inh: Alb. u. Fritz Görs	[507, 219, 829, 267]
directory-entry: Grüger, Adolf, Maschinenbauer, Colonnaden 15, ⊠ 1	[839, 824, 1161, 856]
margin-fragment: ⊠ 13	[2, 1529, 34, 1545]
margin-fragment	[0, 1629, 110, 1649]
directory-entry: Gruzynski, Felix, Fuhrwesen, ☞ III, 4071, Mühlenkamp 7, ⊠ 21	[839, 1508, 1161, 1540]
directory-entry: ⊙ Geo Arthur Gerville, IR, Fil. Schleusenbrücke 3, ⊠ 1	[175, 522, 497, 553]
directory-entry: — Georg, Polizeischreiber, Zeisigstr. 5, ⊠ 22	[839, 283, 1131, 299]
margin-fragment	[0, 1772, 110, 1792]
directory-entry: Grell, G. P. F., Beamter, Grindelstieg 3, ⊠ 13	[507, 1603, 797, 1619]
directory-entry: Grauert, Cl. A., Dr. med., Dammthorstr. 15, ☞ jetzt I, 4103	[507, 1476, 829, 1508]
margin-fragment	[0, 1813, 110, 1833]
margin-fragment	[0, 1323, 110, 1343]
margin-fragment: ndes-	[2, 835, 38, 851]
directory-entry: — J. H. D., Schiffszimmerm., Sieldeich 33, ⊠ 28	[1171, 776, 1483, 792]
directory-entry: Giesecke, Carl, Schuhm.-Mstr., Hofweg 72, ☞ jetzt: III, 3061	[175, 1031, 497, 1062]
margin-fragment: 19	[2, 1447, 19, 1463]
header-year: 1905	[815, 140, 877, 165]
directory-entry: Halm, Herm., Hegestr. 8, ⊠ 20	[1171, 1588, 1373, 1604]
margin-fragment: tr. 53,	[2, 427, 41, 443]
directory-entry: — Rich., ¹/F³ R. Goebel & Co., Süderstrasse 84, ⊠ 15	[175, 1667, 497, 1699]
margin-fragment: rtner-	[2, 692, 41, 708]
margin-fragment: ppen-	[2, 284, 40, 300]
margin-fragment: ⊠30	[2, 2019, 30, 2034]
directory-entry: — Sally, Restaurateur, Hartungstr. 9/11, ⊠ 13	[507, 617, 807, 633]
margin-fragment: rnert,	[2, 2182, 40, 2198]
directory-entry: Grund, F. G. M., Laternenwärter, Mohlenhofstr. 27, ⊠ 7	[839, 1221, 1161, 1253]
column-4	[1171, 188, 1495, 2058]
directory-entry: Grebe, Gust., Grünw., Lindenallee 82 statt 62	[507, 1540, 807, 1556]
directory-entry: ⊙ Richard Grothmann, IR, Wohn: Magdalenenstr. 55, ⊠ 17	[839, 792, 1161, 824]
directory-entry: Gompertz, Carl, jetzt ¹/F³ Lehr & Gompertz, Annenstr. 21, ⊠ 4	[507, 665, 829, 697]
directory-entry: Gusmann, A., Tapetenhandl., BCto: Volksb., ☞ I, 2868, Kraienkamp 15, ⊠ 3, Wohn: Eimsbüttelerstr. 6, ⊠ 4	[1171, 251, 1495, 299]
margin-fragment: eg 90	[2, 1957, 39, 1973]
directory-entry: ⊙ Goerne & Harder Nflg., IR, Compt. b. alten Waisenhaus (Neptunhof)	[175, 1794, 497, 1826]
directory-entry: Grammerstorff, F., Beamter, Schellingstrasse 19, ⊠ 23	[507, 1269, 829, 1301]
directory-entry: — W., Ober-Postassist., Roonstr. 40, ⊠ 30	[507, 1619, 778, 1635]
